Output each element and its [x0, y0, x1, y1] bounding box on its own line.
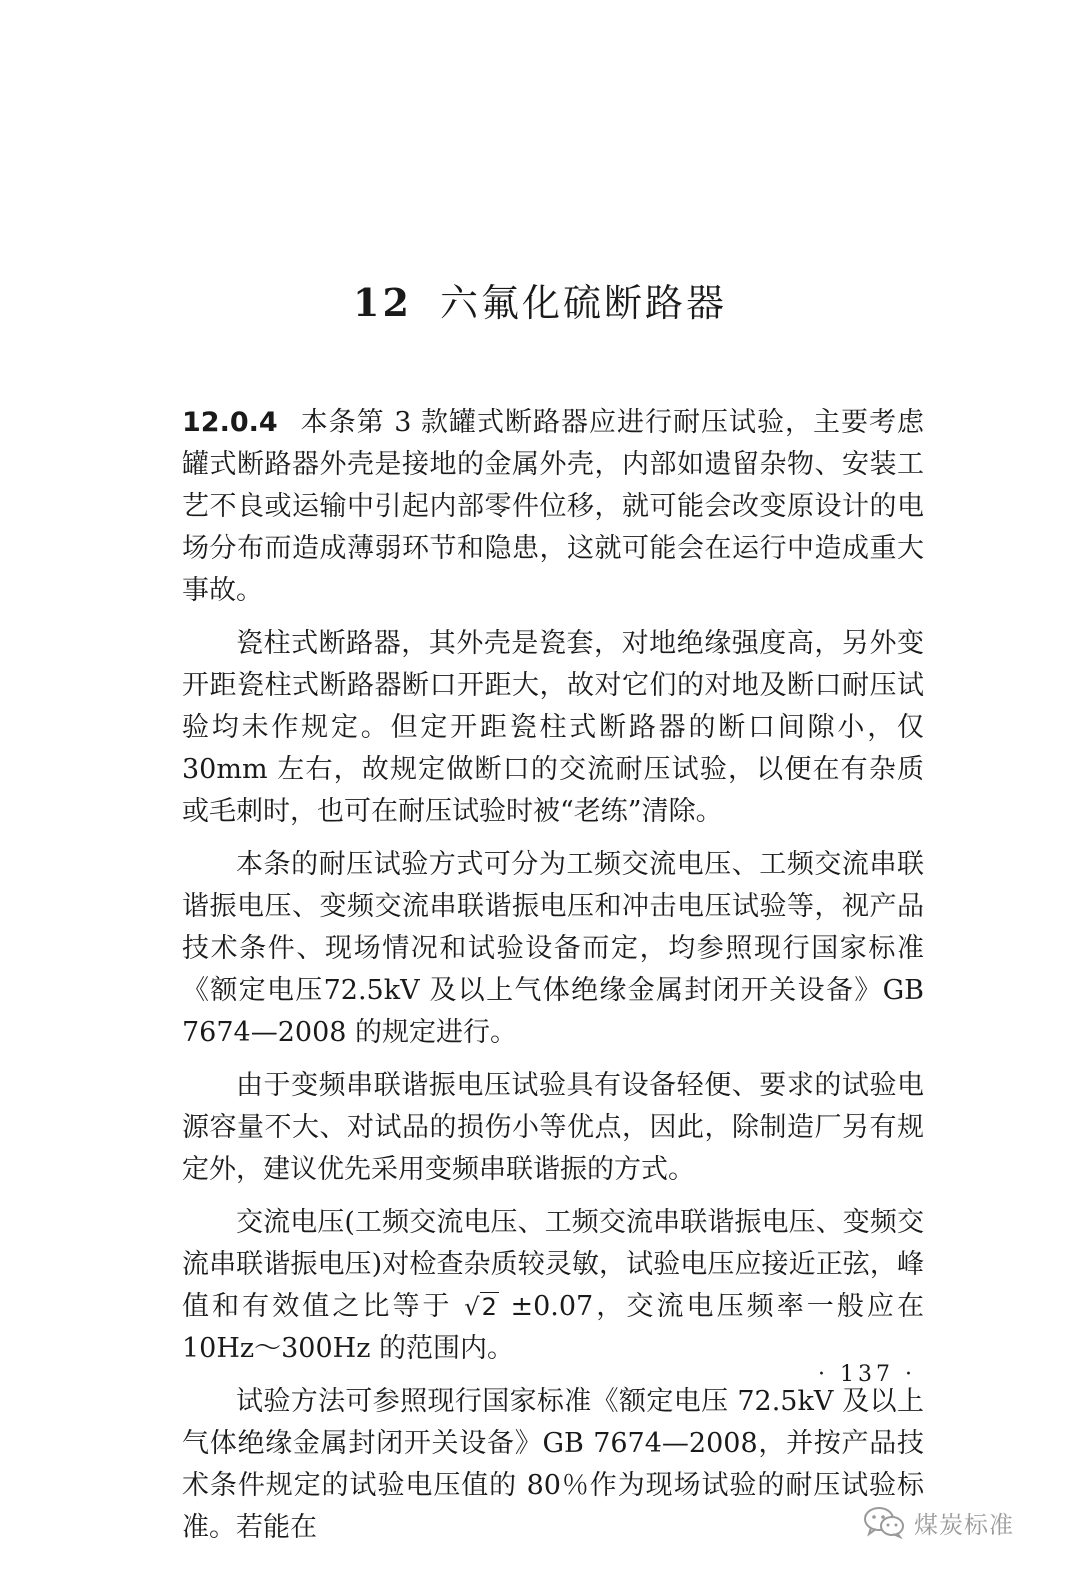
paragraph-porcelain-breaker: 瓷柱式断路器，其外壳是瓷套，对地绝缘强度高，另外变开距瓷柱式断路器断口开距大，故对它们的对地及断口耐压试验均未作规定。但定开距瓷柱式断路器的断口间隙小，仅 30mm 左右，故规定做断口的交流耐压试验，以便在有杂质或毛刺时，也可在耐压试验时被“老练”清除。 [182, 628, 924, 827]
paragraph-test-methods: 本条的耐压试验方式可分为工频交流电压、工频交流串联谐振电压、变频交流串联谐振电压和冲击电压试验等，视产品技术条件、现场情况和试验设备而定，均参照现行国家标准《额定电压72.5kV 及以上气体绝缘金属封闭开关设备》GB 7674—2008 的规定进行。 [182, 849, 924, 1048]
paragraph-text: 本条第 3 款罐式断路器应进行耐压试验，主要考虑罐式断路器外壳是接地的金属外壳，内部如遗留杂物、安装工艺不良或运输中引起内部零件位移，就可能会改变原设计的电场分布而造成薄弱环节和隐患，这就可能会在运行中造成重大事故。 [182, 407, 924, 606]
sqrt-radicand: 2 [481, 1293, 497, 1321]
page-number: · 137 · [818, 1362, 916, 1387]
paragraph-text: 交流电压(工频交流电压、工频交流串联谐振电压、变频交流串联谐振电压)对检查杂质较灵敏，试验电压应接近正弦，峰值和有效值之比等于 [182, 1207, 924, 1322]
paragraph-text: ±0.07，交流电压频率一般应在 10Hz～300Hz 的范围内。 [182, 1291, 924, 1364]
chapter-number: 12 [353, 280, 412, 325]
wechat-icon [862, 1505, 906, 1539]
sqrt-symbol: √ [464, 1293, 480, 1321]
paragraph-ac-voltage [182, 1202, 924, 1370]
clause-number: 12.0.4 [182, 407, 278, 438]
sqrt-formula [464, 1292, 499, 1321]
chapter-title [0, 278, 1080, 328]
watermark [862, 1502, 1014, 1542]
chapter-title-text: 六氟化硫断路器 [439, 281, 727, 325]
paragraph-test-standard: 试验方法可参照现行国家标准《额定电压 72.5kV 及以上气体绝缘金属封闭开关设备》GB 7674—2008，并按产品技术条件规定的试验电压值的 80％作为现场试验的耐压试验标准。若能在 [182, 1386, 925, 1543]
paragraph-variable-frequency: 由于变频串联谐振电压试验具有设备轻便、要求的试验电源容量不大、对试品的损伤小等优点，因此，除制造厂另有规定外，建议优先采用变频串联谐振的方式。 [182, 1070, 924, 1185]
watermark-text: 煤炭标准 [914, 1510, 1014, 1539]
paragraph-clause-12-0-4 [182, 402, 924, 612]
